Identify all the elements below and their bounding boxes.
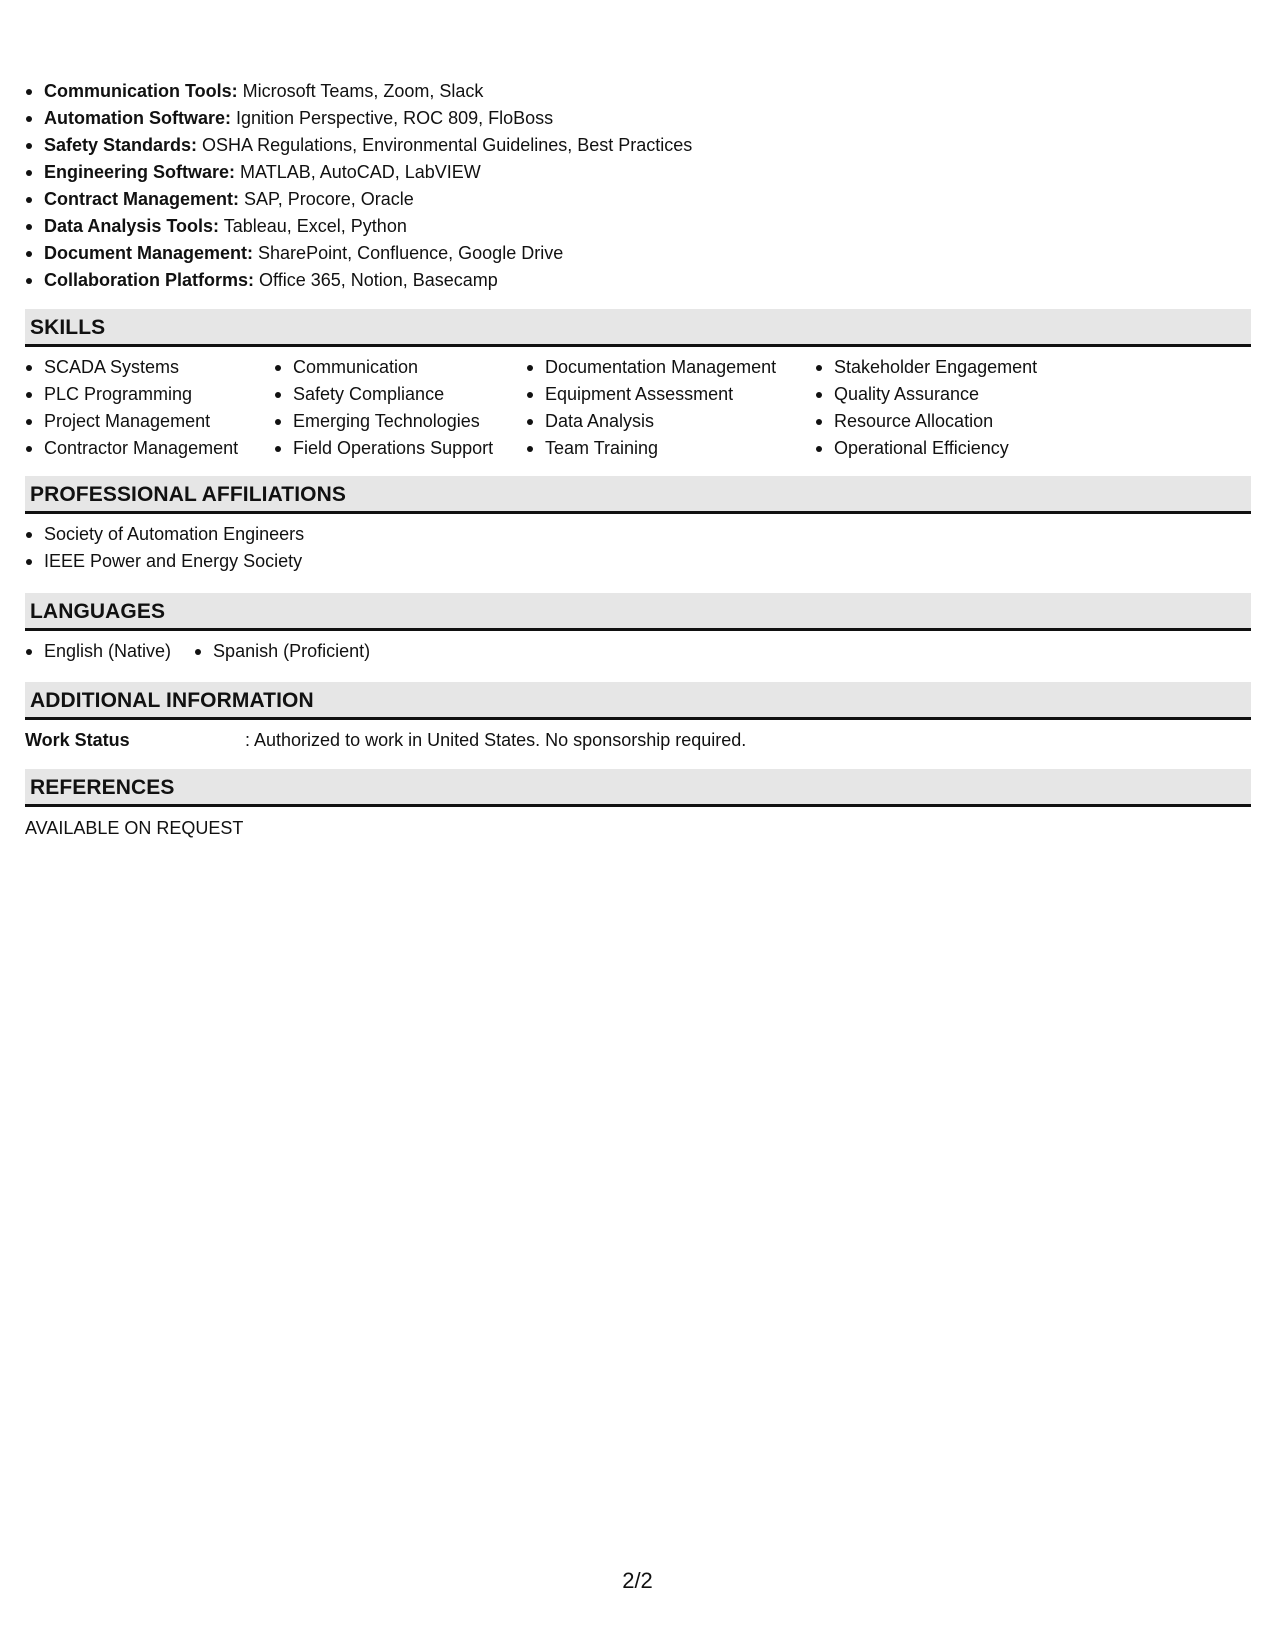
tool-category: Safety Standards: [44,135,198,155]
page-number: 2/2 [622,1568,653,1593]
skill-item: Operational Efficiency [815,435,1115,462]
skills-column [274,354,526,462]
work-status-row [25,727,1251,754]
work-status-label: Work Status [25,730,130,750]
tool-values: SharePoint, Confluence, Google Drive [253,243,564,263]
work-status-value: : Authorized to work in United States. No sponsorship required. [245,730,747,750]
list-item [25,213,1251,240]
skills-grid [25,354,1251,462]
affiliations-heading: PROFESSIONAL AFFILIATIONS [25,476,1251,514]
skill-item: Team Training [526,435,815,462]
skill-item: Project Management [25,408,274,435]
language-item: English (Native) [25,638,171,665]
skill-item: PLC Programming [25,381,274,408]
skill-item: Data Analysis [526,408,815,435]
resume-page [25,78,1251,842]
list-item [25,78,1251,105]
list-item [25,186,1251,213]
tool-values: MATLAB, AutoCAD, LabVIEW [235,162,481,182]
languages-list [25,638,1251,665]
skill-item: Quality Assurance [815,381,1115,408]
tool-category: Document Management: [44,243,254,263]
tool-category: Engineering Software: [44,162,236,182]
tool-values: SAP, Procore, Oracle [239,189,414,209]
tool-category: Data Analysis Tools: [44,216,220,236]
tool-values: Office 365, Notion, Basecamp [254,270,498,290]
tool-values: Tableau, Excel, Python [219,216,407,236]
affiliation-item: Society of Automation Engineers [25,521,1251,548]
skill-item: Emerging Technologies [274,408,526,435]
skill-item: Resource Allocation [815,408,1115,435]
tools-list [25,78,1251,294]
skill-item: Contractor Management [25,435,274,462]
tool-values: Ignition Perspective, ROC 809, FloBoss [231,108,554,128]
skill-item: Safety Compliance [274,381,526,408]
skills-column [815,354,1115,462]
language-item: Spanish (Proficient) [194,638,370,665]
skills-heading: SKILLS [25,309,1251,347]
affiliations-list [25,521,1251,575]
references-heading: REFERENCES [25,769,1251,807]
skill-item: Field Operations Support [274,435,526,462]
list-item [25,132,1251,159]
list-item [25,240,1251,267]
tool-category: Communication Tools: [44,81,238,101]
skills-column [25,354,274,462]
affiliation-item: IEEE Power and Energy Society [25,548,1251,575]
skill-item: Communication [274,354,526,381]
tool-category: Automation Software: [44,108,231,128]
skill-item: Equipment Assessment [526,381,815,408]
list-item [25,159,1251,186]
list-item [25,105,1251,132]
languages-heading: LANGUAGES [25,593,1251,631]
tool-values: Microsoft Teams, Zoom, Slack [237,81,484,101]
list-item [25,267,1251,294]
tool-category: Collaboration Platforms: [44,270,255,290]
skill-item: Stakeholder Engagement [815,354,1115,381]
tool-values: OSHA Regulations, Environmental Guidelines, Best Practices [197,135,693,155]
skill-item: Documentation Management [526,354,815,381]
references-text: AVAILABLE ON REQUEST [25,818,244,838]
tool-category: Contract Management: [44,189,240,209]
skill-item: SCADA Systems [25,354,274,381]
skills-column [526,354,815,462]
additional-info-heading: ADDITIONAL INFORMATION [25,682,1251,720]
